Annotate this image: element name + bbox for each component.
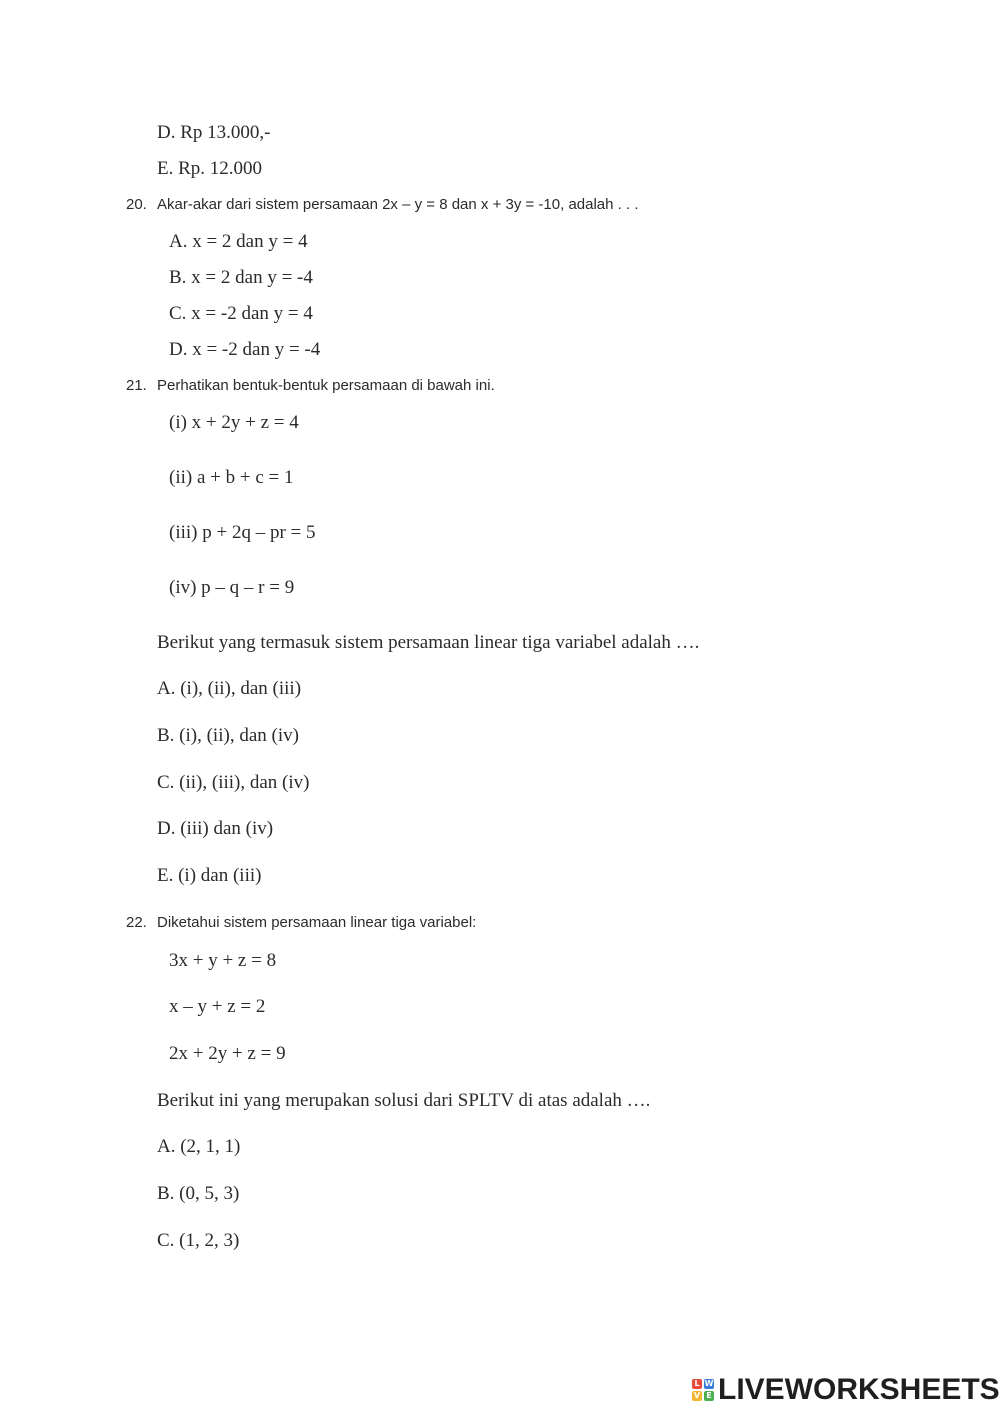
- q21-option-e: E. (i) dan (iii): [157, 865, 262, 886]
- q19-option-e: E. Rp. 12.000: [157, 158, 263, 179]
- q21-number: 21.: [126, 377, 147, 394]
- q22-equation-1: 3x + y + z = 8: [169, 950, 277, 971]
- logo-text: LIVEWORKSHEETS: [718, 1373, 1000, 1406]
- q21-question: Perhatikan bentuk-bentuk persamaan di bawah ini.: [157, 377, 495, 394]
- q22-equation-3: 2x + 2y + z = 9: [169, 1043, 286, 1064]
- q21-option-c: C. (ii), (iii), dan (iv): [157, 772, 310, 793]
- logo-tile-e: E: [704, 1391, 714, 1401]
- q20-option-c: C. x = -2 dan y = 4: [169, 303, 313, 324]
- logo-tile-v: V: [693, 1391, 701, 1400]
- q22-option-c: C. (1, 2, 3): [157, 1230, 240, 1251]
- q21-option-d: D. (iii) dan (iv): [157, 818, 274, 839]
- q21-prompt: Berikut yang termasuk sistem persamaan linear tiga variabel adalah ….: [157, 632, 700, 653]
- q21-equation-iii: (iii) p + 2q – pr = 5: [169, 522, 316, 543]
- q20-question: Akar-akar dari sistem persamaan 2x – y = 8 dan x + 3y = -10, adalah . . .: [157, 196, 639, 213]
- q22-number: 22.: [126, 914, 147, 931]
- q20-option-b: B. x = 2 dan y = -4: [169, 267, 313, 288]
- q20-option-d: D. x = -2 dan y = -4: [169, 339, 321, 360]
- q21-equation-iv: (iv) p – q – r = 9: [169, 577, 295, 598]
- q22-option-b: B. (0, 5, 3): [157, 1183, 240, 1204]
- logo-tile-l: L: [692, 1379, 702, 1389]
- logo-tile-w: W: [704, 1379, 714, 1388]
- q21-equation-i: (i) x + 2y + z = 4: [169, 412, 299, 433]
- q21-option-a: A. (i), (ii), dan (iii): [157, 678, 302, 699]
- q22-question: Diketahui sistem persamaan linear tiga variabel:: [157, 914, 477, 931]
- q21-equation-ii: (ii) a + b + c = 1: [169, 467, 294, 488]
- q19-option-d: D. Rp 13.000,-: [157, 122, 271, 143]
- q22-prompt: Berikut ini yang merupakan solusi dari SPLTV di atas adalah ….: [157, 1090, 651, 1111]
- q21-option-b: B. (i), (ii), dan (iv): [157, 725, 299, 746]
- q22-option-a: A. (2, 1, 1): [157, 1136, 241, 1157]
- logo-grid-icon: [692, 1379, 714, 1401]
- liveworksheets-logo: [692, 1373, 1000, 1407]
- q22-equation-2: x – y + z = 2: [169, 996, 266, 1017]
- q20-number: 20.: [126, 196, 147, 213]
- q20-option-a: A. x = 2 dan y = 4: [169, 231, 308, 252]
